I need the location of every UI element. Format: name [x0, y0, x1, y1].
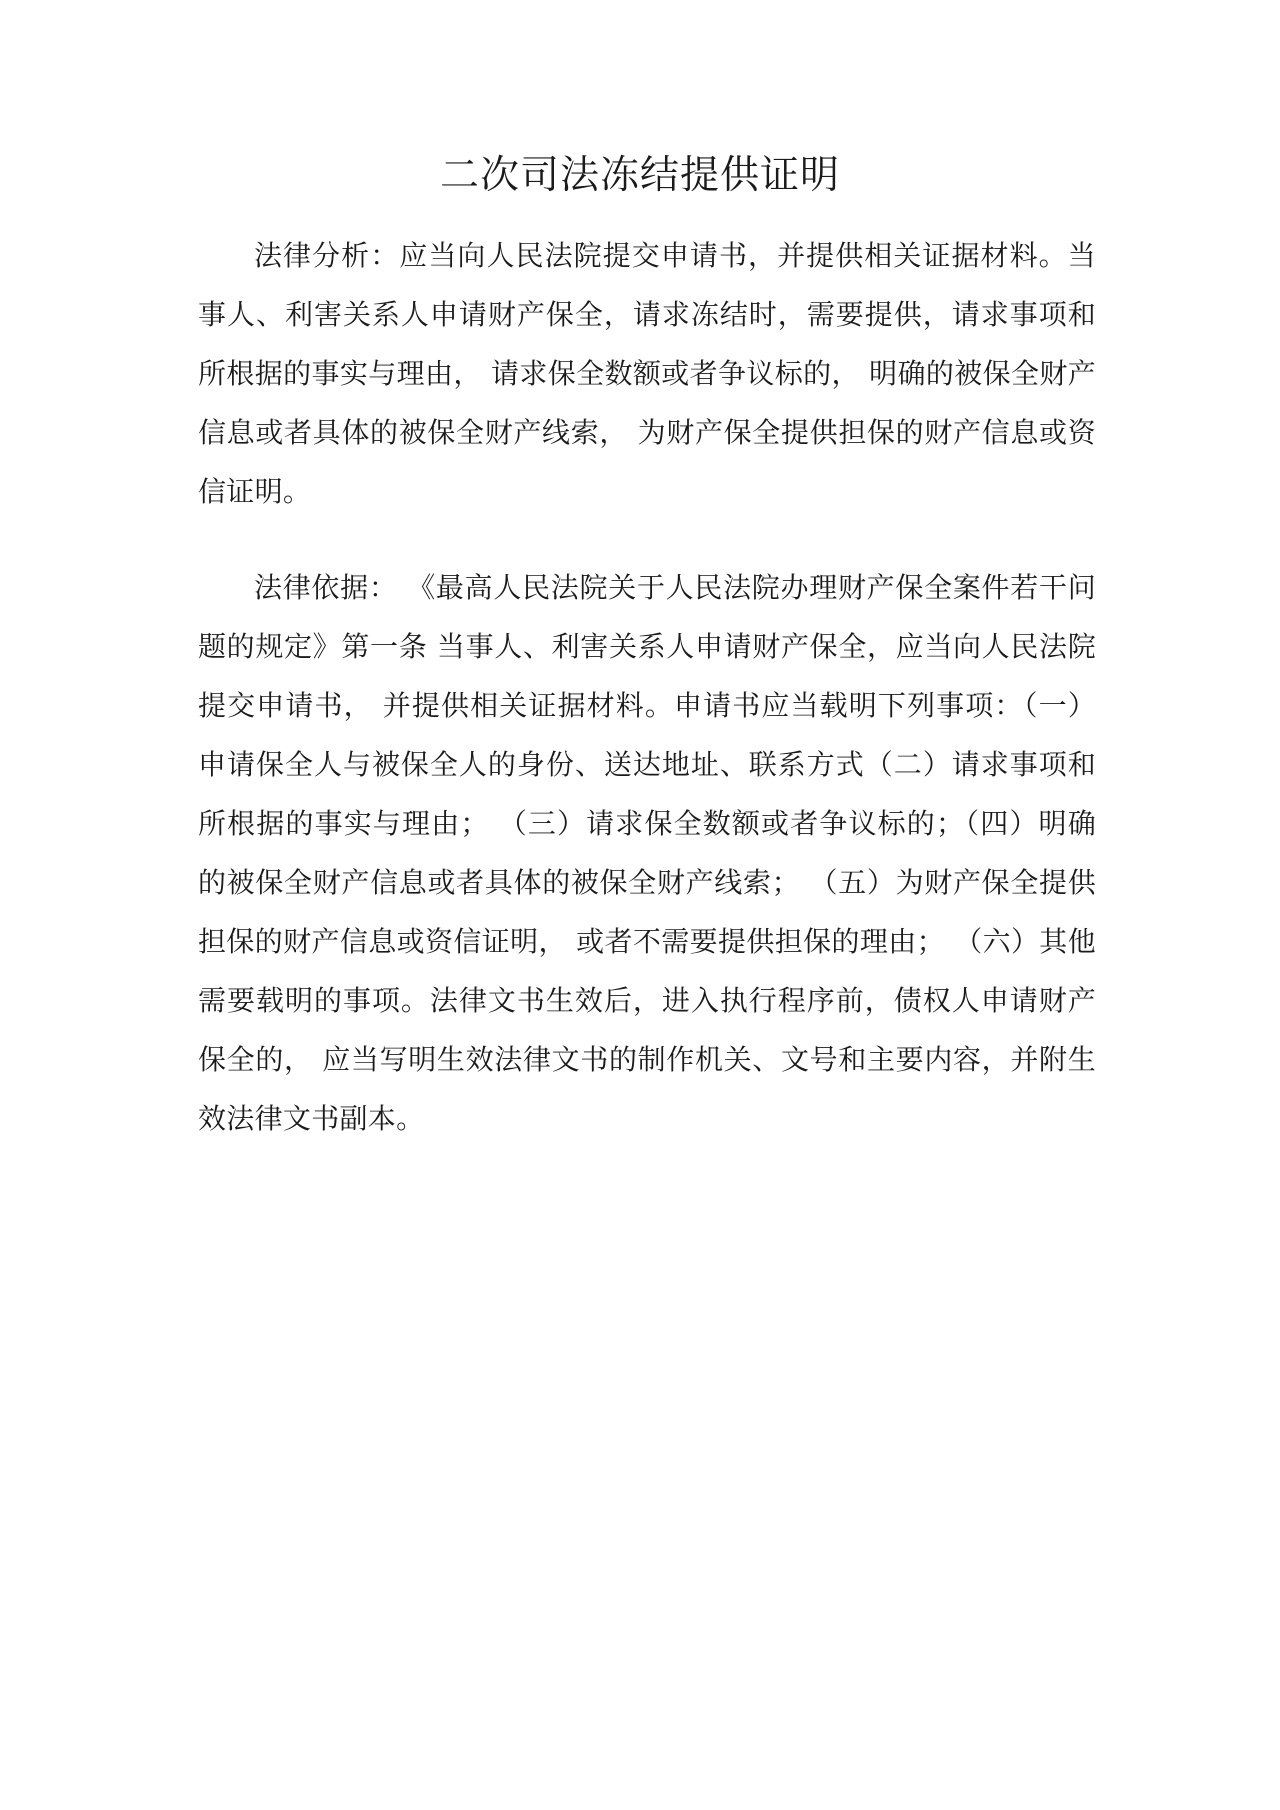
- document-title: 二次司法冻结提供证明: [439, 153, 840, 198]
- paragraph-legal-analysis: 法律分析：应当向人民法院提交申请书，并提供相关证据材料。当事人、利害关系人申请财产保全，请求冻结时，需要提供，请求事项和所根据的事实与理由， 请求保全数额或者争议标的， 明确的被保全财产信息或者具体的被保全财产线索， 为财产保全提供担保的财产信息或资信证明。: [198, 239, 1096, 508]
- paragraph-legal-basis: 法律依据： 《最高人民法院关于人民法院办理财产保全案件若干问题的规定》第一条 当事人、利害关系人申请财产保全，应当向人民法院提交申请书， 并提供相关证据材料。申请书应当载明下列事项：（一）申请保全人与被保全人的身份、送达地址、联系方式（二）请求事项和所根据的事实与理由； （三）请求保全数额或者争议标的；（四）明确的被保全财产信息或者具体的被保全财产线索； （五）为财产保全提供担保的财产信息或资信证明， 或者不需要提供担保的理由； （六）其他需要载明的事项。法律文书生效后，进入执行程序前，债权人申请财产保全的， 应当写明生效法律文书的制作机关、文号和主要内容，并附生效法律文书副本。: [198, 571, 1096, 1135]
